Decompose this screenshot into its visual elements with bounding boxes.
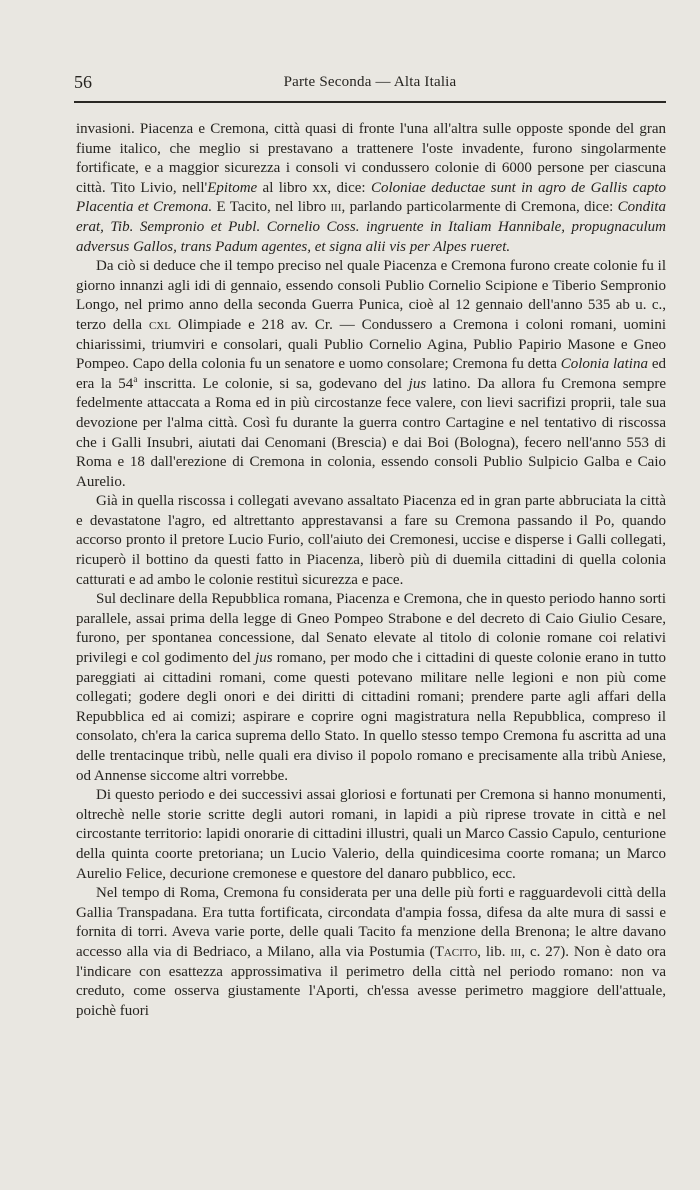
smallcaps-text: iii bbox=[330, 199, 342, 216]
text-run: latino. Da allora fu Cremona sempre fedelmente attaccata a Roma ed in più circostanze fece valere, con lievi sacrifizi proprii, tale sua devozione per l'alma città. Così fu durante la guerra contro Cartagine e nel tentativo di riscossa che i Galli Insubri, aiutati dai Cenomani (Brescia) e dai Boi (Bologna), fecero nell'anno 553 di Roma e 18 dall'erezione di Cremona in colonia, essendo consoli Publio Sulpicio Galba e Caio Aurelio. bbox=[76, 375, 667, 490]
paragraph bbox=[76, 590, 666, 786]
text-run: Nel tempo di Roma, Cremona fu considerata per una delle più forti e ragguardevoli città della Gallia Transpadana. Era tutta fortificata, circondata d'ampia fossa, difesa da alte mura di sassi e fornita di torri. Aveva varie porte, delle quali Tacito fa menzione della Brenona; le altre davano accesso alla via di Bedriaco, a Milano, alla via Postumia ( bbox=[76, 885, 666, 960]
page-number: 56 bbox=[74, 72, 92, 92]
text-run: Olimpiade e 218 av. Cr. — Condussero a Cremona i coloni romani, uomini chiarissimi, triumviri e consolari, quali Publio Cornelio Agina, Publio Papirio Masone e Gneo Pompeo. Capo della colonia fu un senatore e uomo consolare; Cremona fu detta bbox=[76, 316, 666, 373]
italic-text: Coloniae deductae sunt in agro de Gallis capto Placentia et Cremona. bbox=[76, 179, 667, 216]
text-run: E Tacito, nel libro bbox=[212, 199, 331, 216]
paragraph bbox=[76, 492, 666, 590]
text-run: , parlando particolarmente di Cremona, dice: bbox=[341, 199, 618, 216]
paragraph bbox=[76, 120, 666, 257]
text-run: , c. 27). Non è dato ora l'indicare con esattezza approssimativa il perimetro della città nel periodo romano: non va creduto, come osserva giustamente l'Aporti, ch'essa avesse perimetro maggiore dell'attuale, poichè fuori bbox=[76, 943, 667, 1019]
text-run: invasioni. Piacenza e Cremona, città quasi di fronte l'una all'altra sulle opposte sponde del gran fiume italico, che meglio si prestavano a trattenere l'oste invadente, furono singolarmente fortificate, e a maggior sicurezza i consoli vi condussero colonie di 6000 persone per ciascuna città. Tito Livio, nell' bbox=[76, 121, 666, 196]
text-run: , lib. bbox=[477, 943, 511, 960]
paragraph bbox=[76, 786, 666, 884]
text-run: Sul declinare della Repubblica romana, Piacenza e Cremona, che in questo periodo hanno sorti parallele, assai prima della legge di Gneo Pompeo Strabone e del decreto di Caio Giulio Cesare, furono, per spontanea concessione, dal Senato elevate al titolo di colonie romane coi relativi privilegi e col godimento del bbox=[76, 591, 666, 667]
page-header bbox=[74, 72, 666, 96]
italic-text: jus bbox=[408, 375, 427, 392]
italic-text: Colonia latina bbox=[560, 356, 648, 373]
italic-text: Epitome bbox=[207, 179, 258, 196]
smallcaps-text: Tacito bbox=[434, 943, 478, 960]
text-run: inscritta. Le colonie, si sa, godevano del bbox=[137, 375, 409, 392]
paragraph bbox=[76, 257, 666, 492]
body-text bbox=[76, 120, 666, 1021]
text-run: Di questo periodo e dei successivi assai gloriosi e fortunati per Cremona si hanno monumenti, oltrechè nelle storie scritte degli autori romani, in lapidi a più riprese trovate in città e nel circostante territorio: lapidi onorarie di cittadini illustri, quali un Marco Cassio Capulo, centurione della quinta coorte pretoriana; un Lucio Valerio, della quindicesima coorte romana; un Marco Aurelio Felice, decurione cremonese e questore del danaro pubblico, ecc. bbox=[76, 787, 666, 882]
italic-text: Condita erat, Tib. Sempronio et Publ. Cornelio Coss. ingruente in Italiam Hannibale, propugnaculum adversus Gallos, trans Padum agentes, et signa alii vis per Alpes rueret. bbox=[76, 199, 666, 255]
paragraph bbox=[76, 884, 666, 1021]
smallcaps-text: iii bbox=[510, 943, 522, 960]
header-rule bbox=[74, 101, 666, 103]
text-run: romano, per modo che i cittadini di queste colonie erano in tutto pareggiati ai cittadini romani, come questi potevano militare nelle legioni e non più come collegati; godere degli onori e dei diritti di cittadini romani; prendere parte agli affari della Repubblica ed ai comizi; aspirare e coprire ogni magistratura nella Repubblica, compreso il consolato, ch'era la carica suprema dello Stato. In quello stesso tempo Cremona fu ascritta ad una delle trentacinque tribù, nelle quali era diviso il popolo romano e precisamente alla tribù Aniese, od Annense siccome altri vorrebbe. bbox=[76, 650, 666, 784]
running-title: Parte Seconda — Alta Italia bbox=[283, 74, 457, 90]
text-run: ed era la 54 bbox=[76, 356, 666, 392]
text-run: Già in quella riscossa i collegati avevano assaltato Piacenza ed in gran parte abbruciata la città e devastatone l'agro, ed altrettanto apprestavansi a fare su Cremona passando il Po, quando accorso pronto il pretore Lucio Furio, coll'aiuto dei Cremonesi, uccise e disperse i Galli collegati, ricuperò il bottino da questi fatto in Piacenza, liberò più di duemila cittadini di quella colonia catturati e ad ambo le colonie restituì sicurezza e pace. bbox=[76, 493, 666, 588]
smallcaps-text: cxl bbox=[148, 316, 171, 333]
superscript-text: a bbox=[133, 373, 138, 384]
text-run: al libro xx, dice: bbox=[257, 179, 371, 196]
text-run: Da ciò si deduce che il tempo preciso nel quale Piacenza e Cremona furono create colonie fu il giorno innanzi agli idi di gennaio, essendo consoli Publio Cornelio Scipione e Tiberio Sempronio Longo, nel primo anno della seconda Guerra Punica, cioè al 12 gennaio dell'anno 535 ab u. c., terzo della bbox=[76, 258, 666, 333]
italic-text: jus bbox=[255, 650, 273, 667]
